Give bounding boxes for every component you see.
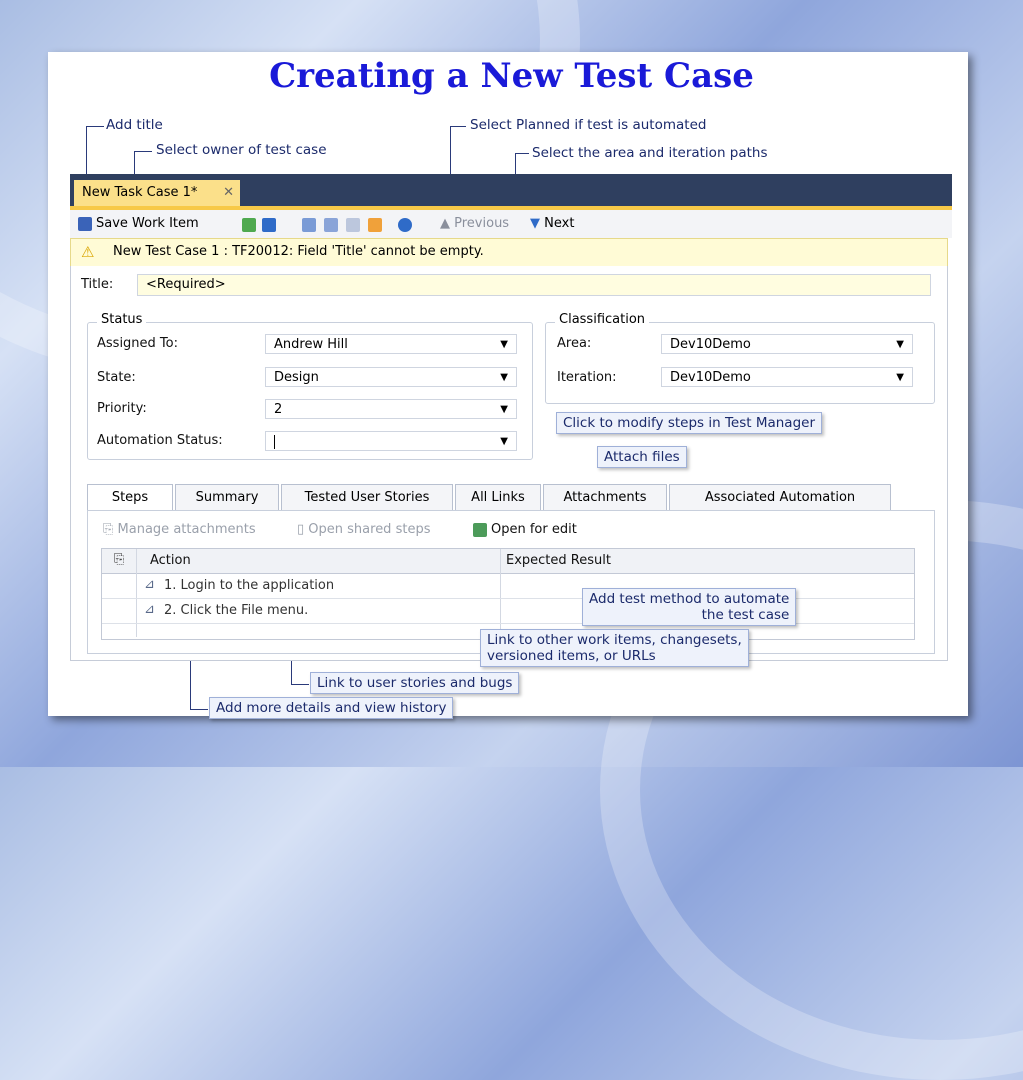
tab-all-links[interactable]: All Links [455,484,541,510]
slide-title: Creating a New Test Case [269,56,754,96]
assigned-to-label: Assigned To: [97,336,178,351]
callout-line [291,684,309,685]
tab-steps[interactable]: Steps [87,484,173,510]
status-group-title: Status [97,312,146,327]
refresh-icon[interactable] [242,218,256,232]
tab-summary[interactable]: Summary [175,484,279,510]
priority-label: Priority: [97,401,147,416]
form-body [70,266,948,661]
arrow-down-icon: ▼ [530,216,545,231]
expected-result-column-header[interactable]: Expected Result [506,553,611,568]
automation-status-label: Automation Status: [97,433,223,448]
attachment-column-icon: ⎘ [114,552,125,567]
open-for-edit-button[interactable]: Open for edit [473,522,577,537]
callout-link-other: Link to other work items, changesets, versioned items, or URLs [480,629,749,667]
callout-line [515,153,529,154]
state-select[interactable]: Design ▼ [265,367,517,387]
chevron-down-icon: ▼ [500,372,508,383]
paperclip-icon: ⎘ [103,522,118,537]
callout-add-title: Add title [106,117,163,133]
tab-tested-user-stories[interactable]: Tested User Stories [281,484,453,510]
automation-status-select[interactable] [265,431,517,451]
callout-add-details: Add more details and view history [209,697,453,719]
save-button[interactable]: Save Work Item [78,215,199,233]
priority-select[interactable]: 2 ▼ [265,399,517,419]
chevron-down-icon: ▼ [500,404,508,415]
edit-icon [473,523,487,537]
document-tab-strip [70,174,952,206]
toolbar [70,210,952,238]
chevron-down-icon: ▼ [896,372,904,383]
state-label: State: [97,370,136,385]
history-icon[interactable] [368,218,382,232]
document-tab[interactable] [74,180,240,206]
document-icon: ▯ [297,522,309,537]
chevron-down-icon: ▼ [500,339,508,350]
warning-icon: ⚠ [81,243,95,261]
classification-group-title: Classification [555,312,649,327]
title-label: Title: [81,277,114,292]
step-icon: ⊿ [144,577,155,592]
step-action: 2. Click the File menu. [164,603,309,618]
warning-text: New Test Case 1 : TF20012: Field 'Title' cannot be empty. [113,244,484,259]
iteration-label: Iteration: [557,370,617,385]
callout-select-owner: Select owner of test case [156,142,327,158]
callout-click-modify: Click to modify steps in Test Manager [556,412,822,434]
chevron-down-icon: ▼ [500,436,508,447]
copy-icon[interactable] [324,218,338,232]
undo-icon[interactable] [262,218,276,232]
callout-add-test-method: Add test method to automate the test case [582,588,796,626]
callout-line [450,126,466,127]
arrow-up-icon: ▲ [440,216,455,231]
callout-line [134,151,152,152]
iteration-select[interactable]: Dev10Demo ▼ [661,367,913,387]
assigned-to-select[interactable]: Andrew Hill ▼ [265,334,517,354]
action-column-header[interactable]: Action [150,553,191,568]
title-input[interactable]: <Required> [137,274,931,296]
web-access-icon[interactable] [398,218,412,232]
manage-attachments-button[interactable]: ⎘ Manage attachments [103,522,256,537]
tab-attachments[interactable]: Attachments [543,484,667,510]
document-tab-label: New Task Case 1* [82,185,198,200]
callout-select-planned: Select Planned if test is automated [470,117,707,133]
step-action: 1. Login to the application [164,578,335,593]
callout-line [190,709,208,710]
next-button[interactable]: ▼ Next [530,216,575,231]
callout-select-area: Select the area and iteration paths [532,145,768,161]
previous-button[interactable]: ▲ Previous [440,216,510,231]
warning-bar [70,238,948,268]
callout-attach-files: Attach files [597,446,687,468]
callout-link-user-stories: Link to user stories and bugs [310,672,519,694]
step-icon: ⊿ [144,602,155,617]
save-icon [78,217,92,231]
area-label: Area: [557,336,592,351]
area-select[interactable]: Dev10Demo ▼ [661,334,913,354]
link-icon[interactable] [302,218,316,232]
callout-line [86,126,104,127]
tab-associated-automation[interactable]: Associated Automation [669,484,891,510]
new-linked-icon[interactable] [346,218,360,232]
open-shared-steps-button[interactable]: ▯ Open shared steps [297,522,431,537]
close-icon[interactable]: ✕ [223,185,234,200]
chevron-down-icon: ▼ [896,339,904,350]
